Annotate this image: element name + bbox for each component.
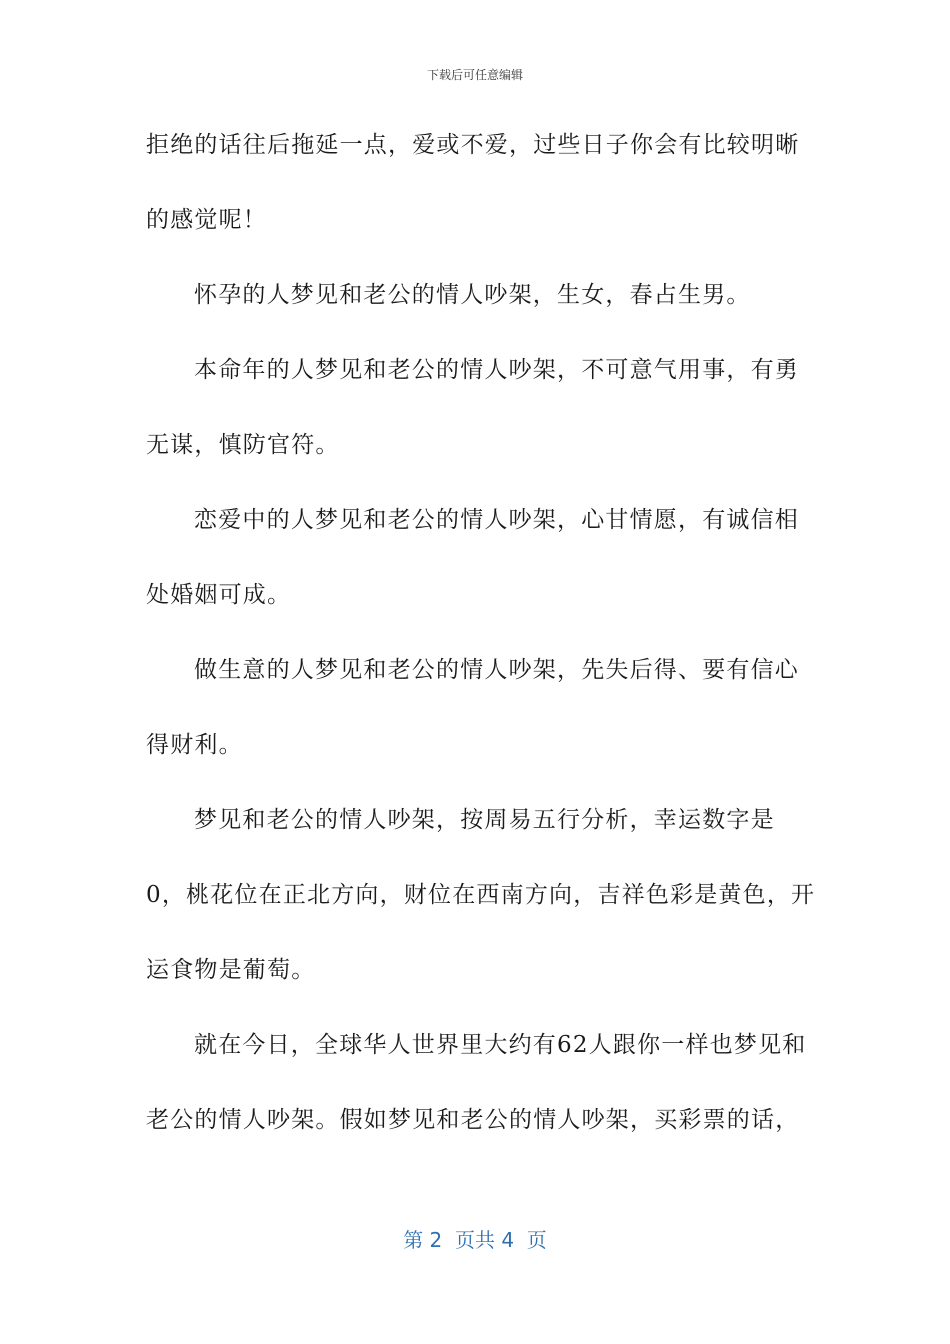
text-line: 怀孕的人梦见和老公的情人吵架，生女，春占生男。 [194,282,751,308]
text-line: 恋爱中的人梦见和老公的情人吵架，心甘情愿，有诚信相 [194,507,799,533]
text-line: 的感觉呢！ [146,207,267,233]
text-line: 运食物是葡萄。 [146,957,316,983]
text-line: 老公的情人吵架。假如梦见和老公的情人吵架，买彩票的话， [146,1107,800,1133]
text-line: 拒绝的话往后拖延一点，爱或不爱，过些日子你会有比较明晰 [146,132,800,158]
text-line: 得财利。 [146,732,243,758]
text-line: 就在今日，全球华人世界里大约有62人跟你一样也梦见和 [194,1032,807,1058]
text-line: 无谋，慎防官符。 [146,432,340,458]
text-line: 0，桃花位在正北方向，财位在西南方向，吉祥色彩是黄色，开 [146,882,816,908]
page-header: 下载后可任意编辑 [426,68,523,82]
text-line: 梦见和老公的情人吵架，按周易五行分析，幸运数字是 [194,807,775,833]
text-line: 处婚姻可成。 [146,582,292,608]
text-line: 本命年的人梦见和老公的情人吵架，不可意气用事，有勇 [194,357,799,383]
text-line: 做生意的人梦见和老公的情人吵架，先失后得、要有信心 [194,657,799,683]
page-footer: 第 2 页共 4 页 [403,1228,547,1252]
